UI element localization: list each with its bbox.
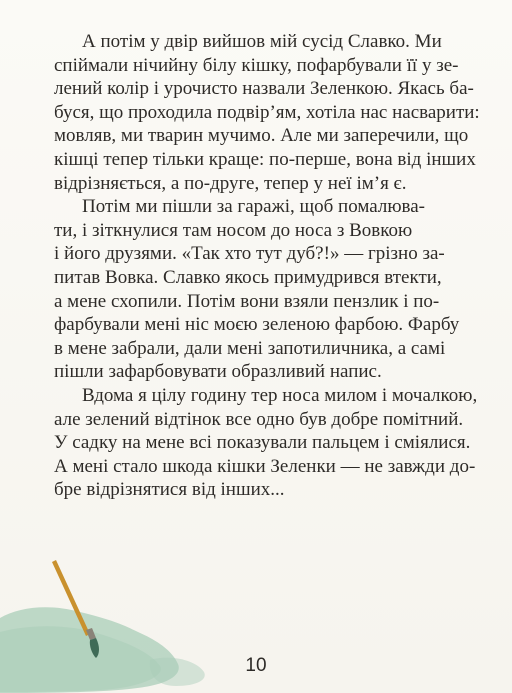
text-line: в мене забрали, дали мені запотиличника, а самі bbox=[54, 337, 446, 359]
paragraph-1 bbox=[54, 30, 486, 195]
text-line: спіймали нічийну білу кішку, пофарбували її у зе- bbox=[54, 54, 459, 76]
text-line: але зелений відтінок все одно був добре помітний. bbox=[54, 408, 464, 430]
text-line: У садку на мене всі показували пальцем і сміялися. bbox=[54, 432, 471, 454]
page-number: 10 bbox=[245, 655, 267, 676]
text-line: відрізняється, а по-друге, тепер у неї ім’я є. bbox=[54, 172, 407, 194]
text-line: А мені стало шкода кішки Зеленки — не завжди до- bbox=[54, 455, 476, 477]
text-line: а мене схопили. Потім вони взяли пензлик і по- bbox=[54, 290, 440, 312]
text-line: буся, що проходила подвір’ям, хотіла нас насварити: bbox=[54, 101, 480, 123]
text-line: питав Вовка. Славко якось примудрився втекти, bbox=[54, 266, 442, 288]
text-line: Потім ми пішли за гаражі, щоб помалюва- bbox=[82, 196, 426, 218]
text-line: кішці тепер тільки краще: по-перше, вона від інших bbox=[54, 148, 476, 170]
paint-splash bbox=[0, 607, 205, 693]
text-line: Вдома я цілу годину тер носа милом і мочалкою, bbox=[82, 384, 478, 406]
text-line: ти, і зіткнулися там носом до носа з Вовкою bbox=[54, 219, 413, 241]
text-line: лений колір і урочисто назвали Зеленкою. Якась ба- bbox=[54, 78, 474, 100]
text-line: бре відрізнятися від інших... bbox=[54, 479, 285, 501]
paragraph-2 bbox=[54, 195, 486, 384]
text-line: і його друзями. «Так хто тут дуб?!» — грізно за- bbox=[54, 243, 445, 265]
story-text bbox=[54, 30, 486, 502]
text-line: А потім у двір вийшов мій сусід Славко. Ми bbox=[82, 31, 442, 52]
text-line: фарбували мені ніс моєю зеленою фарбою. Фарбу bbox=[54, 314, 460, 336]
paintbrush-icon bbox=[52, 560, 99, 658]
text-line: мовляв, ми тварин мучимо. Але ми заперечили, що bbox=[54, 125, 469, 147]
text-line: пішли зафарбовувати образливий напис. bbox=[54, 361, 382, 383]
paragraph-3 bbox=[54, 384, 486, 502]
